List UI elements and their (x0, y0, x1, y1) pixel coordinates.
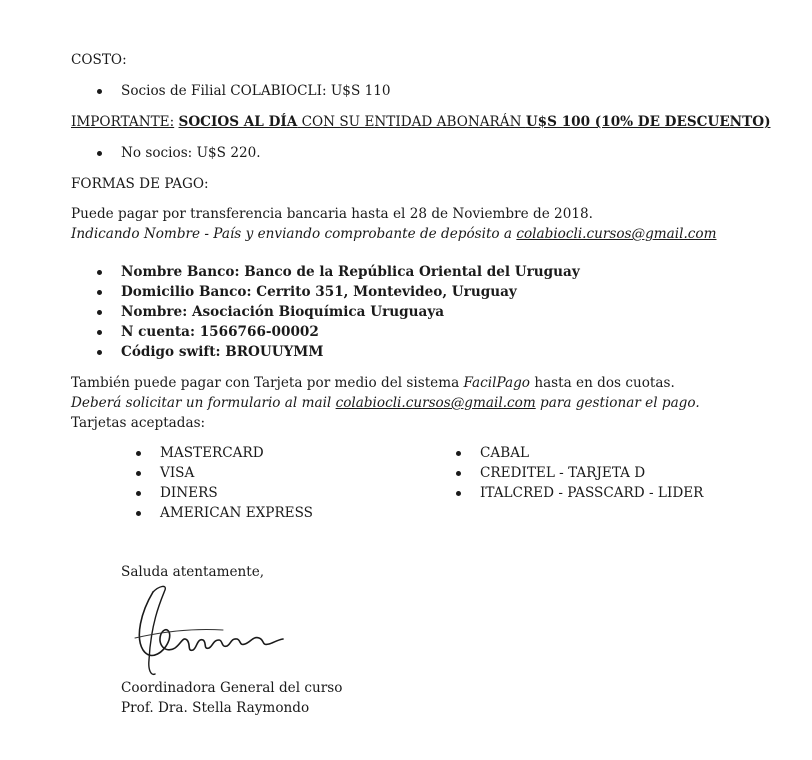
swift-code-item: Código swift: BROUUYMM (95, 342, 580, 362)
list-item: Socios de Filial COLABIOCLI: U$S 110 (95, 81, 391, 101)
costo-heading: COSTO: (71, 52, 127, 68)
card-italcred: ITALCRED - PASSCARD - LIDER (454, 483, 703, 503)
coordinator-role: Coordinadora General del curso (121, 680, 343, 696)
bank-address-item: Domicilio Banco: Cerrito 351, Montevideo, Uruguay (95, 282, 580, 302)
bank-details-list (71, 262, 580, 362)
importante-discount: U$S 100 (10% DE DESCUENTO) (525, 114, 771, 130)
cards-list-left (134, 443, 313, 523)
card-american-express: AMERICAN EXPRESS (134, 503, 313, 523)
importante-line (71, 112, 771, 132)
tarjeta-suffix: hasta en dos cuotas. (530, 375, 675, 391)
account-number-item: N cuenta: 1566766-00002 (95, 322, 580, 342)
signature-image (131, 582, 291, 678)
card-mastercard: MASTERCARD (134, 443, 313, 463)
tarjetas-heading: Tarjetas aceptadas: (71, 415, 206, 431)
formulario-email-link[interactable]: colabiocli.cursos@gmail.com (335, 395, 536, 411)
formulario-line (71, 393, 700, 413)
costo-list-socios (71, 81, 391, 101)
indicando-text: Indicando Nombre - País y enviando comprobante de depósito a (71, 226, 517, 242)
list-item: No socios: U$S 220. (95, 143, 261, 163)
cards-list-right (454, 443, 703, 503)
importante-middle: CON SU ENTIDAD ABONARÁN (297, 114, 526, 130)
saluda-line: Saluda atentamente, (121, 564, 265, 580)
card-creditel: CREDITEL - TARJETA D (454, 463, 703, 483)
card-diners: DINERS (134, 483, 313, 503)
importante-socios-al-dia: SOCIOS AL DÍA (178, 114, 298, 130)
bank-name-item: Nombre Banco: Banco de la República Oriental del Uruguay (95, 262, 580, 282)
cards-column-left (134, 443, 313, 523)
account-name-item: Nombre: Asociación Bioquímica Uruguaya (95, 302, 580, 322)
card-cabal: CABAL (454, 443, 703, 463)
email-link[interactable]: colabiocli.cursos@gmail.com (516, 226, 717, 242)
facilpago-name: FacilPago (463, 375, 530, 391)
cards-column-right (454, 443, 703, 503)
formulario-text: Deberá solicitar un formulario al mail (71, 395, 336, 411)
tarjeta-line (71, 373, 675, 393)
card-visa: VISA (134, 463, 313, 483)
costo-list-no-socios (71, 143, 261, 163)
formas-pago-heading: FORMAS DE PAGO: (71, 176, 209, 192)
indicando-line (71, 224, 717, 244)
transfer-line: Puede pagar por transferencia bancaria hasta el 28 de Noviembre de 2018. (71, 206, 593, 222)
tarjeta-text: También puede pagar con Tarjeta por medio del sistema (71, 375, 464, 391)
coordinator-name: Prof. Dra. Stella Raymondo (121, 700, 310, 716)
importante-label: IMPORTANTE: (71, 114, 175, 130)
formulario-suffix: para gestionar el pago. (535, 395, 700, 411)
